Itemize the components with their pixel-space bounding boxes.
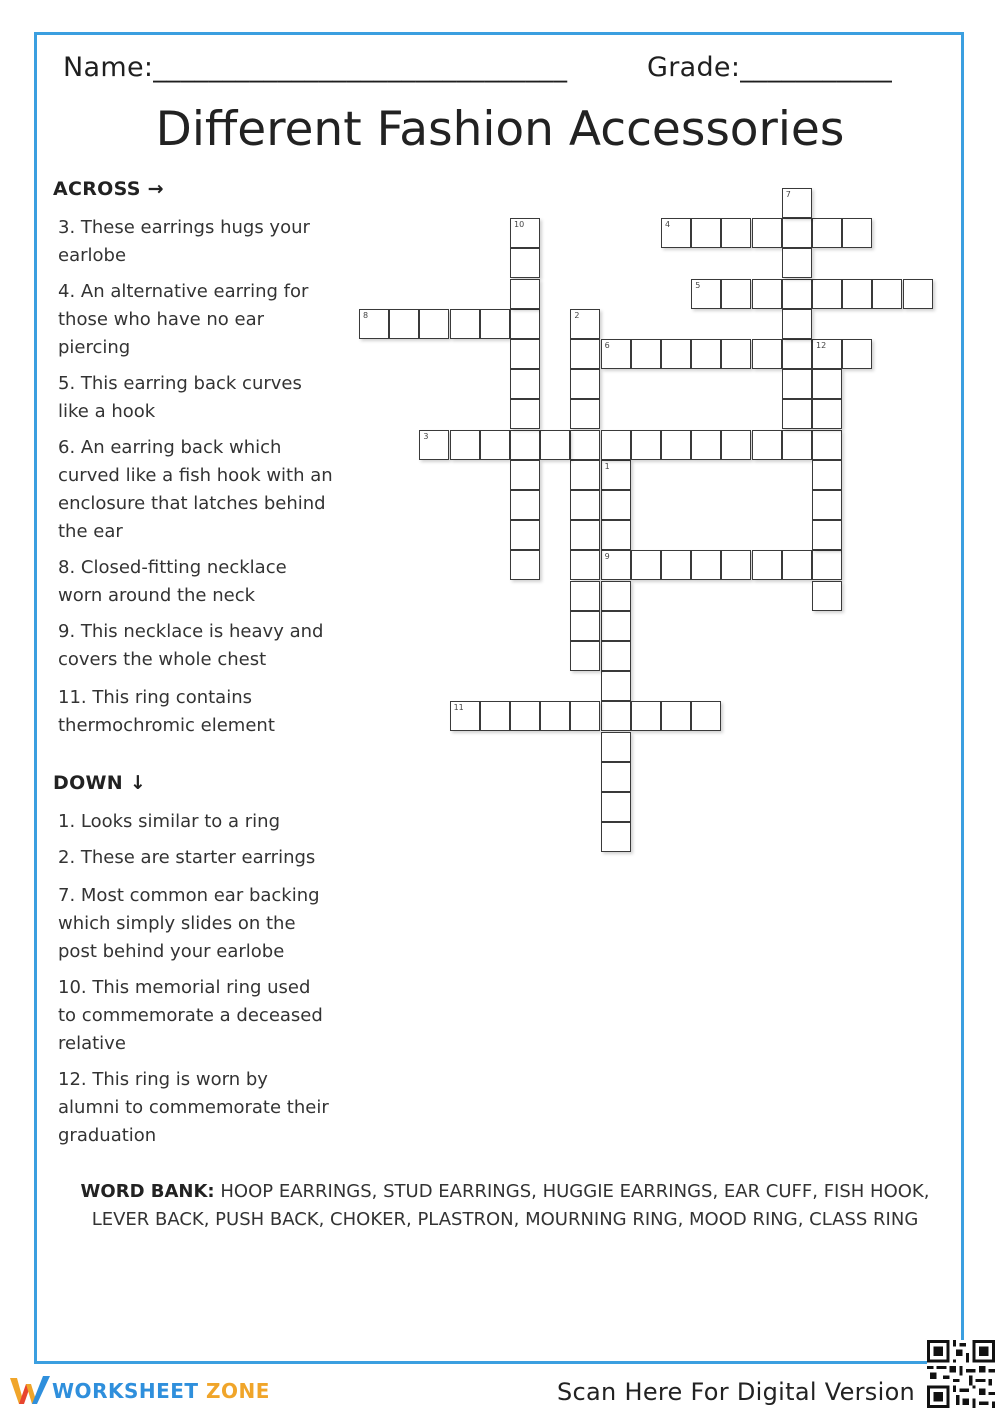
down-heading: DOWN ↓ [53, 772, 147, 794]
crossword-cell[interactable] [601, 550, 631, 580]
crossword-cell[interactable] [570, 581, 600, 611]
down-clue: 1. Looks similar to a ring [58, 811, 281, 832]
worksheetzone-logo[interactable] [8, 1373, 270, 1409]
crossword-cell[interactable] [782, 188, 812, 218]
crossword-cell[interactable] [812, 339, 842, 369]
crossword-cell[interactable] [601, 671, 631, 701]
crossword-cell[interactable] [480, 309, 510, 339]
crossword-cell[interactable] [842, 218, 872, 248]
logo-w-icon [8, 1374, 52, 1408]
crossword-cell[interactable] [419, 430, 449, 460]
crossword-cell[interactable] [721, 550, 751, 580]
crossword-cell[interactable] [812, 430, 842, 460]
crossword-cell[interactable] [812, 520, 842, 550]
crossword-cell[interactable] [601, 611, 631, 641]
crossword-cell[interactable] [812, 279, 842, 309]
cell-number: 12 [816, 341, 827, 350]
crossword-cell[interactable] [570, 309, 600, 339]
crossword-cell[interactable] [752, 339, 782, 369]
crossword-cell[interactable] [450, 430, 480, 460]
crossword-cell[interactable] [721, 339, 751, 369]
word-bank-label: WORD BANK: [80, 1181, 215, 1202]
crossword-cell[interactable] [601, 701, 631, 731]
across-clue: 6. An earring back which curved like a fish hook with an enclosure that latches behind the ear [58, 437, 333, 542]
crossword-cell[interactable] [450, 701, 480, 731]
crossword-cell[interactable] [510, 520, 540, 550]
cell-number: 4 [665, 220, 671, 230]
across-clue: 8. Closed-fitting necklace worn around the neck [58, 557, 287, 606]
crossword-cell[interactable] [570, 430, 600, 460]
page-title: Different Fashion Accessories [155, 102, 845, 157]
crossword-cell[interactable] [570, 369, 600, 399]
crossword-cell[interactable] [752, 430, 782, 460]
crossword-cell[interactable] [570, 701, 600, 731]
crossword-cell[interactable] [661, 430, 691, 460]
crossword-cell[interactable] [812, 460, 842, 490]
crossword-cell[interactable] [510, 309, 540, 339]
crossword-cell[interactable] [601, 732, 631, 762]
crossword-cell[interactable] [752, 550, 782, 580]
crossword-cell[interactable] [510, 339, 540, 369]
down-clue: 2. These are starter earrings [58, 847, 316, 868]
word-bank [80, 1178, 930, 1234]
crossword-cell[interactable] [450, 309, 480, 339]
crossword-cell[interactable] [812, 490, 842, 520]
crossword-cell[interactable] [782, 550, 812, 580]
scan-caption: Scan Here For Digital Version [557, 1378, 916, 1406]
crossword-cell[interactable] [510, 460, 540, 490]
crossword-cell[interactable] [570, 460, 600, 490]
crossword-cell[interactable] [691, 218, 721, 248]
crossword-cell[interactable] [389, 309, 419, 339]
crossword-cell[interactable] [661, 339, 691, 369]
crossword-cell[interactable] [601, 641, 631, 671]
crossword-cell[interactable] [570, 339, 600, 369]
qr-code-icon[interactable] [927, 1340, 995, 1408]
across-clue: 3. These earrings hugs your earlobe [58, 217, 310, 266]
crossword-cell[interactable] [782, 279, 812, 309]
crossword-cell[interactable] [782, 248, 812, 278]
crossword-cell[interactable] [812, 218, 842, 248]
crossword-cell[interactable] [480, 430, 510, 460]
crossword-cell[interactable] [661, 218, 691, 248]
crossword-cell[interactable] [752, 279, 782, 309]
crossword-cell[interactable] [721, 218, 751, 248]
crossword-cell[interactable] [721, 279, 751, 309]
crossword-cell[interactable] [661, 550, 691, 580]
crossword-cell[interactable] [601, 762, 631, 792]
crossword-cell[interactable] [510, 430, 540, 460]
name-field[interactable]: Name:______________________________ [63, 52, 568, 83]
grade-field[interactable]: Grade:___________ [647, 52, 893, 83]
crossword-cell[interactable] [782, 339, 812, 369]
crossword-cell[interactable] [782, 369, 812, 399]
across-clue: 11. This ring contains thermochromic element [58, 687, 275, 736]
crossword-cell[interactable] [510, 701, 540, 731]
crossword-cell[interactable] [601, 460, 631, 490]
crossword-cell[interactable] [721, 430, 751, 460]
crossword-cell[interactable] [510, 279, 540, 309]
crossword-cell[interactable] [782, 309, 812, 339]
crossword-cell[interactable] [631, 339, 661, 369]
crossword-cell[interactable] [540, 430, 570, 460]
crossword-cell[interactable] [782, 399, 812, 429]
crossword-cell[interactable] [419, 309, 449, 339]
crossword-cell[interactable] [570, 399, 600, 429]
crossword-cell[interactable] [872, 279, 902, 309]
cell-number: 5 [695, 280, 701, 290]
crossword-cell[interactable] [842, 279, 872, 309]
crossword-cell[interactable] [782, 218, 812, 248]
down-clue: 10. This memorial ring used to commemorate a deceased relative [58, 977, 323, 1054]
crossword-cell[interactable] [510, 490, 540, 520]
crossword-cell[interactable] [812, 399, 842, 429]
crossword-cell[interactable] [570, 520, 600, 550]
crossword-cell[interactable] [631, 701, 661, 731]
cell-number: 2 [574, 310, 580, 320]
logo-text-worksheet: WORKSHEET [52, 1379, 199, 1403]
cell-number: 6 [604, 341, 610, 350]
logo-text-zone: ZONE [206, 1379, 270, 1403]
crossword-cell[interactable] [903, 279, 933, 309]
crossword-cell[interactable] [570, 641, 600, 671]
crossword-cell[interactable] [480, 701, 510, 731]
crossword-cell[interactable] [359, 309, 389, 339]
cell-number: 3 [423, 431, 429, 441]
cell-number: 11 [453, 703, 464, 713]
across-clue: 4. An alternative earring for those who have no ear piercing [58, 281, 309, 358]
crossword-cell[interactable] [842, 339, 872, 369]
across-clue: 9. This necklace is heavy and covers the whole chest [58, 621, 324, 670]
crossword-cell[interactable] [510, 550, 540, 580]
crossword-cell[interactable] [691, 279, 721, 309]
crossword-cell[interactable] [510, 218, 540, 248]
across-clue: 5. This earring back curves like a hook [58, 373, 302, 422]
crossword-cell[interactable] [601, 581, 631, 611]
crossword-cell[interactable] [812, 550, 842, 580]
crossword-cell[interactable] [601, 520, 631, 550]
crossword-cell[interactable] [540, 701, 570, 731]
crossword-cell[interactable] [570, 611, 600, 641]
crossword-cell[interactable] [570, 490, 600, 520]
crossword-cell[interactable] [601, 490, 631, 520]
crossword-cell[interactable] [661, 701, 691, 731]
crossword-cell[interactable] [691, 701, 721, 731]
crossword-cell[interactable] [601, 792, 631, 822]
crossword-cell[interactable] [691, 430, 721, 460]
cell-number: 7 [785, 190, 791, 199]
crossword-cell[interactable] [691, 339, 721, 369]
word-bank-words: HOOP EARRINGS, STUD EARRINGS, HUGGIE EARRINGS, EAR CUFF, FISH HOOK, LEVER BACK, PUSH BACK, CHOKER, PLASTRON, MOURNING RING, MOOD RING, CLASS RING [91, 1181, 930, 1230]
crossword-cell[interactable] [631, 430, 661, 460]
across-heading: ACROSS → [53, 178, 164, 200]
crossword-cell[interactable] [570, 550, 600, 580]
crossword-cell[interactable] [812, 581, 842, 611]
down-clue: 12. This ring is worn by alumni to commemorate their graduation [58, 1069, 329, 1146]
crossword-cell[interactable] [510, 399, 540, 429]
crossword-cell[interactable] [510, 248, 540, 278]
crossword-cell[interactable] [601, 430, 631, 460]
crossword-cell[interactable] [601, 339, 631, 369]
cell-number: 10 [514, 220, 525, 230]
cell-number: 1 [604, 461, 610, 471]
cell-number: 8 [363, 310, 369, 320]
crossword-cell[interactable] [752, 218, 782, 248]
crossword-cell[interactable] [812, 369, 842, 399]
crossword-cell[interactable] [691, 550, 721, 580]
crossword-cell[interactable] [510, 369, 540, 399]
crossword-cell[interactable] [782, 430, 812, 460]
cell-number: 9 [604, 552, 610, 562]
crossword-cell[interactable] [631, 550, 661, 580]
down-clue: 7. Most common ear backing which simply slides on the post behind your earlobe [58, 885, 320, 962]
crossword-cell[interactable] [601, 822, 631, 852]
